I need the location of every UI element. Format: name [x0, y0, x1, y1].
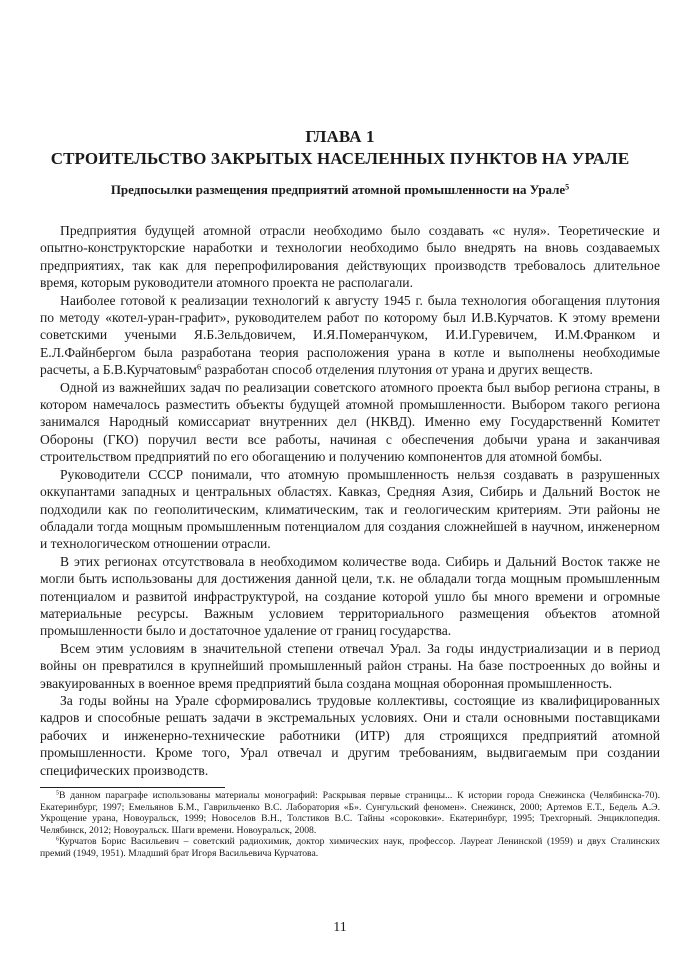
footnote-6-text: Курчатов Борис Васильевич – советский радиохимик, доктор химических наук, профессор. Лауреат Ленинской (1959) и двух Сталинских премий (1949, 1951). Младший брат Игоря Васильевича Курчатова.: [40, 836, 660, 859]
section-title-text: Предпосылки размещения предприятий атомной промышленности на Урале: [110, 182, 566, 197]
footnote-5-mark: 5: [56, 790, 59, 797]
chapter-title: СТРОИТЕЛЬСТВО ЗАКРЫТЫХ НАСЕЛЕННЫХ ПУНКТОВ НА УРАЛЕ: [50, 149, 630, 168]
footnotes: [40, 790, 660, 860]
footnote-separator: [40, 787, 225, 788]
chapter-heading: [0, 126, 680, 170]
footnote-ref-6: 6: [196, 361, 202, 372]
paragraph-6: Всем этим условиям в значительной степени отвечал Урал. За годы индустриализации и в период войны он превратился в крупнейший промышленный район страны. На базе построенных до войны и эвакуированных в военное время предприятий была создана мощная оборонная промышленность.: [40, 640, 660, 691]
paragraph-2-text-before: Наиболее готовой к реализации технологий к августу 1945 г. была технология обогащения плутония по методу «котел-уран-графит», руководителем работ по которому был И.В.Курчатов. К этому времени советскими учеными Я.Б.Зельдовичем, И.Я.Померанчуком, И.И.Гуревичем, И.М.Франком и Е.Л.Файнбергом была разработана теория расположения урана в котле и выполнены необходимые расчеты, а Б.В.Курчатовым: [40, 292, 660, 378]
footnote-6: [40, 836, 660, 859]
body-text: [40, 222, 660, 779]
paragraph-4: Руководители СССР понимали, что атомную промышленность нельзя создавать в разрушенных оккупантами западных и центральных областях. Кавказ, Средняя Азия, Сибирь и Дальний Восток не подходили как по геополитическим, климатическим, так и геологическим критериям. Эти районы не обладали тогда мощным промышленным потенциалом для создания сложнейшей в научном, инженерном и технологическом отношении отрасли.: [40, 466, 660, 552]
chapter-number: ГЛАВА 1: [305, 127, 375, 146]
paragraph-1: Предприятия будущей атомной отрасли необходимо было создавать «с нуля». Теоретические и опытно-конструкторские наработки и технологии необходимо было внедрять на вновь создаваемых предприятиях, так как для перепрофилирования действующих производств требовалось длительное время, которым руководители атомного проекта не располагали.: [40, 223, 660, 291]
section-title: [30, 181, 650, 198]
paragraph-3: Одной из важнейших задач по реализации советского атомного проекта был выбор региона страны, в котором намечалось разместить объекты будущей атомной промышленности. Выбором такого региона занимался Народный комиссариат внутренних дел (НКВД). Именно ему Государственнй Комитет Обороны (ГКО) поручил вести все работы, начиная с обеспечения добычи урана и заканчивая строительством предприятий по его обогащению и получению компонентов для атомной бомбы.: [40, 379, 660, 465]
footnote-6-mark: 6: [56, 837, 59, 844]
footnote-5: [40, 790, 660, 836]
page-number: 11: [333, 920, 347, 935]
footnote-ref-5: 5: [565, 182, 570, 192]
paragraph-2: [40, 292, 660, 379]
paragraph-5: В этих регионах отсутствовала в необходимом количестве вода. Сибирь и Дальний Восток также не могли быть использованы для достижения данной цели, т.к. не обладали тогда мощным промышленным потенциалом и развитой инфраструктурой, на создание которой ушло бы много времени и огромные материальные ресурсы. Важным условием территориального размещения объектов атомной промышленности было и достаточное удаление от границ государства.: [40, 553, 660, 639]
paragraph-7: За годы войны на Урале сформировались трудовые коллективы, состоящие из квалифицированных кадров и способные решать задачи в экстремальных условиях. Они и стали основными поставщиками рабочих и инженерно-технические работники (ИТР) для строящихся предприятий атомной промышленности. Кроме того, Урал отвечал и другим требованиям, выдвигаемым при создании специфических производств.: [40, 692, 660, 778]
paragraph-2-text-after: разработан способ отделения плутония от урана и других веществ.: [201, 362, 593, 378]
footnote-5-text: В данном параграфе использованы материалы монографий: Раскрывая первые страницы... К истории города Снежинска (Челябинска-70). Екатеринбург, 1997; Емельянов Б.М., Гаврильченко В.С. Лаборатория «Б». Сунгульский феномен». Снежинск, 2000; Артемов Е.Т., Бедель А.Э. Укрощение урана, Новоуральск, 1999; Новоселов В.Н., Толстиков В.С. Тайны «сороковки». Екатеринбург, 1995; Трехгорный. Энциклопедия. Челябинск, 2012; Новоуральск. Шаги времени. Новоуральск, 2008.: [40, 790, 660, 836]
